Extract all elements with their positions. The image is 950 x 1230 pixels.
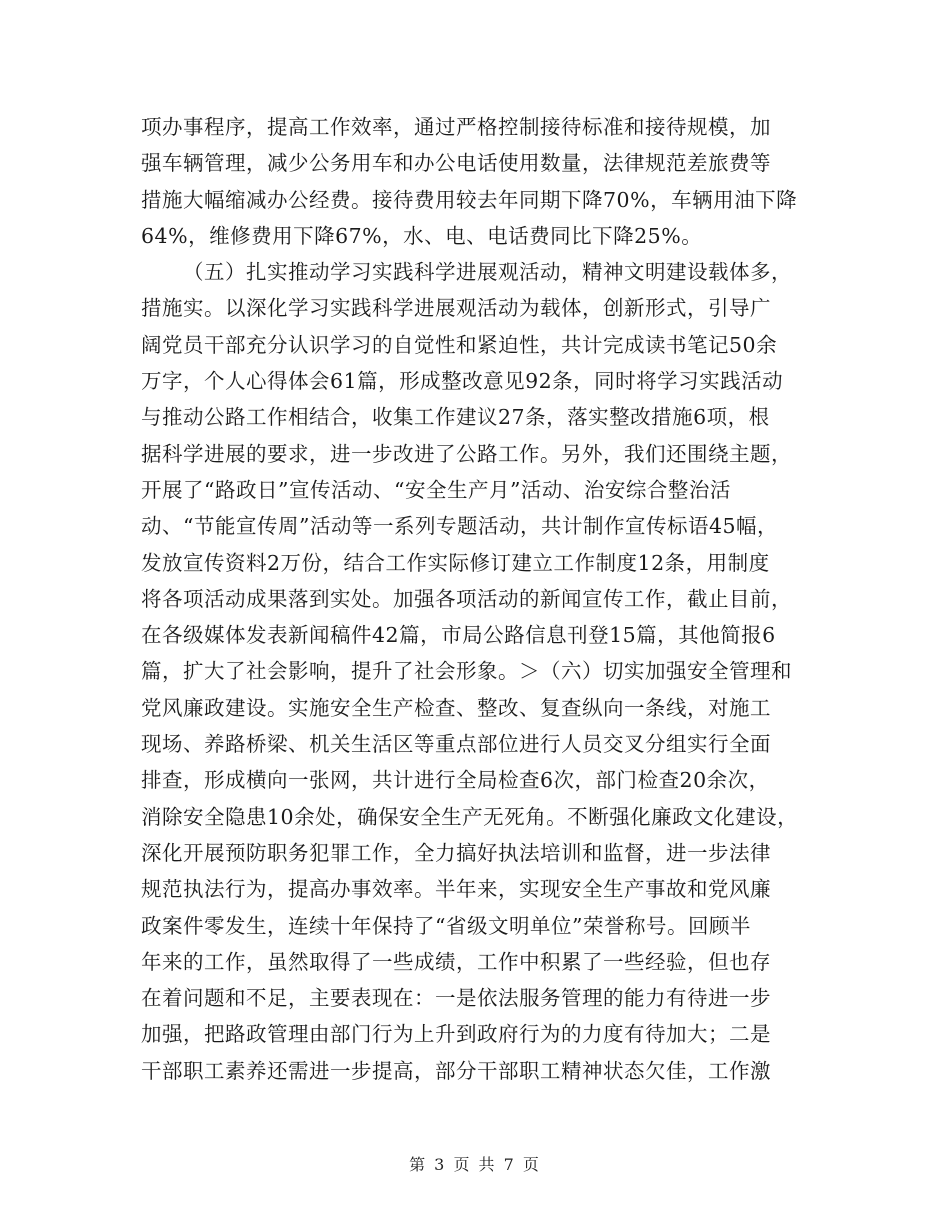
text-line: 项办事程序，提高工作效率，通过严格控制接待标准和接待规模，加 (141, 115, 771, 139)
text-line: 排查，形成横向一张网，共计进行全局检查6次，部门检查20余次， (141, 768, 770, 793)
text-line: 篇，扩大了社会影响，提升了社会形象。＞（六）切实加强安全管理和 (141, 659, 792, 684)
text-line: 措施实。以深化学习实践科学进展观活动为载体，创新形式，引导广 (141, 296, 771, 321)
text-line: 政案件零发生，连续十年保持了“省级文明单位”荣誉称号。回顾半 (141, 913, 751, 938)
text-line: 64%，维修费用下降67%，水、电、电话费同比下降25%。 (141, 223, 703, 248)
text-line: 深化开展预防职务犯罪工作，全力搞好执法培训和监督，进一步法律 (141, 840, 771, 865)
text-line: （五）扎实推动学习实践科学进展观活动，精神文明建设载体多， (183, 260, 792, 285)
text-line: 加强，把路政管理由部门行为上升到政府行为的力度有待加大；二是 (141, 1022, 771, 1047)
text-line: 在各级媒体发表新闻稿件42篇，市局公路信息刊登15篇，其他简报6 (141, 623, 776, 648)
text-line: 动、“节能宣传周”活动等一系列专题活动，共计制作宣传标语45幅， (141, 514, 779, 539)
text-line: 阔党员干部充分认识学习的自觉性和紧迫性，共计完成读书笔记50余 (141, 332, 778, 357)
text-line: 与推动公路工作相结合，收集工作建议27条，落实整改措施6项，根 (141, 405, 770, 430)
text-line: 措施大幅缩减办公经费。接待费用较去年同期下降70%，车辆用油下降 (141, 187, 798, 212)
body-text (141, 109, 821, 1089)
text-line: 现场、养路桥梁、机关生活区等重点部位进行人员交叉分组实行全面 (141, 732, 771, 757)
page-number-footer: 第 3 页 共 7 页 (409, 1155, 541, 1174)
text-line: 开展了“路政日”宣传活动、“安全生产月”活动、治安综合整治活 (141, 477, 731, 502)
text-line: 强车辆管理，减少公务用车和办公电话使用数量，法律规范差旅费等 (141, 151, 771, 176)
text-line: 年来的工作，虽然取得了一些成绩，工作中积累了一些经验，但也存 (141, 949, 771, 974)
text-line: 消除安全隐患10余处，确保安全生产无死角。不断强化廉政文化建设， (141, 804, 799, 829)
text-line: 在着问题和不足，主要表现在：一是依法服务管理的能力有待进一步 (141, 986, 771, 1011)
text-line: 将各项活动成果落到实处。加强各项活动的新闻宣传工作，截止目前， (141, 586, 792, 611)
text-line: 发放宣传资料2万份，结合工作实际修订建立工作制度12条，用制度 (141, 550, 770, 575)
text-line: 万字，个人心得体会61篇，形成整改意见92条，同时将学习实践活动 (141, 369, 784, 394)
text-line: 党风廉政建设。实施安全生产检查、整改、复查纵向一条线，对施工 (141, 695, 771, 720)
text-line: 据科学进展的要求，进一步改进了公路工作。另外，我们还围绕主题， (141, 441, 792, 466)
text-line: 规范执法行为，提高办事效率。半年来，实现安全生产事故和党风廉 (141, 877, 771, 902)
text-line: 干部职工素养还需进一步提高，部分干部职工精神状态欠佳，工作激 (141, 1058, 771, 1083)
